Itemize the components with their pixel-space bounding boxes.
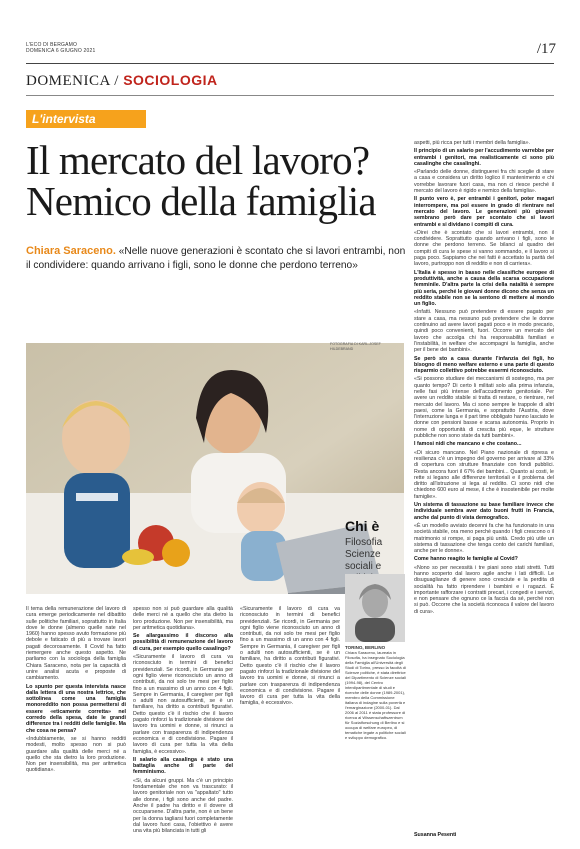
- article-column-1: [26, 606, 126, 838]
- section-slash: /: [114, 73, 119, 89]
- section-rule: [26, 95, 554, 96]
- question-paragraph: Il salario alla casalinga è stato una battaglia anche di parte del femminismo.: [133, 756, 233, 776]
- page-number: /17: [536, 41, 556, 57]
- paragraph: aspetti, più ricca per tutti i membri della famiglia».: [414, 140, 530, 146]
- newspaper-name: L'ECO DI BERGAMO: [26, 42, 78, 48]
- paragraph: «È un modello avviato decenni fa che ha funzionato in una società stabile, ora meno perché quando i figli crescono o il matrimonio si rompe, si paga più unità. Credo più utile un sistema di tassazione che tenga conto dei carichi familiari, anche per le donne».: [414, 522, 554, 555]
- question-paragraph: L'Italia è spesso in basso nelle classifiche europee di produttività, anche a causa della scarsa occupazione femminile. D'altra parte la crisi della natalità è sempre più seria, perché le giovani donne dicono che senza un reddito stabile non se la sentono di mettere al mondo un figlio.: [414, 269, 554, 308]
- standfirst-author: Chiara Saraceno.: [26, 245, 116, 257]
- paragraph: «Di sicuro mancano. Nel Piano nazionale di ripresa e resilienza c'è un impegno del governo per arrivare al 33% di copertura con strutture finanziate con fondi pubblici. Resta ancora fuori il 67% dei bambini... Quanto ai costi, le rette si legano alle differenze territoriali e il problema del diritto all'istruzione si lega al reddito. Ci sono nidi che chiedono 600 euro al mese, il che è insostenibile per molte famiglie».: [414, 449, 554, 500]
- author-portrait: [345, 574, 405, 642]
- paragraph: «Direi che è scontato che si lavori entrambi, non il condividere. Soprattutto quando arrivano i figli, sono le donne che perdono terreno. Se bilanci al quadro dei compiti di cura le spese si vanno sommando, e il lavoro si paga poco. Sappiamo che nei fatti è accettato la parità del lavoro, purtroppo non di reddito e non di carriera».: [414, 229, 554, 268]
- question-paragraph: Se allargassimo il discorso alla possibilità di remunerazione del lavoro di cura, per esempio quello casalingo?: [133, 633, 233, 652]
- headline: [26, 137, 406, 224]
- top-rule: [26, 63, 554, 64]
- masthead: [26, 42, 95, 54]
- standfirst: [26, 244, 406, 273]
- question-paragraph: Il principio di un salario per l'accudimento varrebbe per entrambi i genitori, ma realisticamente ci sono più casalinghe che casalinghi.: [414, 148, 554, 167]
- profile-bio: [345, 645, 407, 740]
- article-column-2b: [240, 606, 340, 838]
- question-paragraph: I famosi nidi che mancano e che costano...: [414, 441, 522, 448]
- profile-title: Chi è: [345, 518, 380, 534]
- byline: Susanna Pesenti: [414, 832, 457, 838]
- section-day: DOMENICA: [26, 73, 111, 89]
- portrait-illustration: [345, 574, 405, 642]
- paragraph: «Sicuramente il lavoro di cura va riconosciuto in termini di benefici previdenziali. Se ricordi, in Germania per ogni figlio viene riconosciuto un anno di contributi, da noi solo tre mesi per figlio fino a un massimo di un anno con 4 figli. Sempre in Germania, il caregiver per figli o adulti non autosufficienti, se è un familiare, ha diritto a contributi figurativi. Detto questo c'è il rischio che il lavoro pagato rinforzi la tradizionale divisione del lavoro tra uomini e donne, si rinunci a parlare con trasparenza di indipendenza economica e di condivisione. Pagare il lavoro di cura per tutta la vita della famiglia, è eccessivo».: [133, 654, 233, 755]
- paragraph: «Infatti. Nessuno può pretendere di essere pagato per stare a casa, ma nessuno può pretendere che le donne continuino ad avere lavori pagati poco e in modo precario, quindi poco convenienti, fuori. Occorre un mercato del lavoro che accolga chi ha responsabilità familiari e l'instabilità, in welfare che accompagni la famiglia, anche per il bene dei bambini».: [414, 309, 554, 354]
- article-column-3: [414, 140, 554, 830]
- bio-heading: TORINO, BERLINO: [345, 645, 386, 650]
- standfirst-text: «Nelle nuove generazioni è scontato che si lavori entrambi, non il condividere: quando arrivano i figli, sono le donne che perdono terreno»: [26, 246, 406, 271]
- paragraph: Il tema della remunerazione del lavoro di cura emerge periodicamente nel dibattito sulle politiche familiari, soprattutto in Italia dove le donne (almeno quelle nate nel 1960) hanno spesso avuto formazione più debole e faticato di più a trovare lavori pagati decorosamente. Il Covid ha fatto riemergere anche questo aspetto. Ne parliamo con la sociologa della famiglia Chiara Saraceno, nota per la capacità di unire analisi acuta e proposte di cambiamento.: [26, 606, 126, 682]
- paragraph: «Sicuramente il lavoro di cura va riconosciuto in termini di benefici previdenziali. Se ricordi, in Germania per ogni figlio viene riconosciuto un anno di contributi, da noi solo tre mesi per figlio fino a un massimo di un anno con 4 figli. Sempre in Germania, il caregiver per figli o adulti non autosufficienti, se è un familiare, ha diritto a contributi figurativi. Detto questo c'è il rischio che il lavoro pagato rinforzi la tradizionale divisione del lavoro tra uomini e donne, si rinunci a parlare con trasparenza di indipendenza economica e di condivisione. Pagare il lavoro di cura per tutta la vita della famiglia, è eccessivo».: [240, 606, 340, 707]
- paragraph: «Parlando delle donne, distinguerei fra chi sceglie di stare a casa e considera un diritto loglico il mantenimento e chi vorrebbe lavorare fuori casa, ma non ci riesce perché il mercato del lavoro è rigido e nemico della famiglia».: [414, 169, 554, 195]
- paragraph: «Indubbiamente, se si hanno redditi modesti, molto spesso non si può guardare alla qualità delle merci né a quello che sta dietro la loro produzione. Non per insensibilità, ma per aritmetica quotidiana».: [26, 735, 126, 774]
- question-paragraph: Se però sto a casa durante l'infanzia dei figli, ho bisogno di meno welfare esterno e una parte di questo risparmio collettivo potrebbe essermi riconosciuto.: [414, 355, 554, 375]
- article-column-2: [133, 606, 233, 838]
- paragraph: spesso non si può guardare alla qualità delle merci né a quello che sta dietro la loro produzione. Non per insensibilità, ma per aritmetica quotidiana».: [133, 606, 233, 631]
- section-topic: SOCIOLOGIA: [123, 72, 218, 88]
- issue-date: DOMENICA 6 GIUGNO 2021: [26, 48, 96, 54]
- headline-line-1: Il mercato del lavoro?: [26, 137, 370, 183]
- bio-text: Chiara Saraceno, laureata in Filosofia, ha insegnato Sociologia della Famiglia all'Università degli Studi di Torino, presso la facoltà di Scienze politiche, è stata direttrice del Dipartimento di Scienze sociali (1994-98), del Centro interdipartimentale di studi e ricerche delle donne (1989-2001), membro della Commissione italiana di indagine sulla povertà e l'emarginazione (2000-01). Dal 2006 al 2011 è stata professore di ricerca al Wissenschaftszentrum für Sozialforschung di Berlino e si occupa di welfare europeo, di tematiche legate a politiche sociali e sviluppo demografico.: [345, 650, 406, 740]
- question-paragraph: Lo spunto per questa intervista nasce dalla lettera di una nostra lettrice, che sottolinea come una famiglia monoreddito non possa permettersi di essere «eticamente corretta» nel corredo della spesa, date le grandi differenze tra i redditi delle famiglie. Ma che cosa ne pensa?: [26, 683, 126, 734]
- section-header: [26, 72, 218, 90]
- article-kicker: L'intervista: [26, 110, 146, 128]
- question-paragraph: Un sistema di tassazione su base familiare invece che individuale sembra aver dato buoni frutti in Francia, anche dal punto di vista demografico.: [414, 502, 554, 521]
- question-paragraph: Il punto vero è, per entrambi i genitori, poter magari interrompere, ma poi essere in grado di rientrare nel mercato del lavoro. Le generazioni più giovani sembrano però dare per scontato che si lavori entrambi e si dividano i compiti di cura.: [414, 196, 554, 228]
- paragraph: «Nono so per necessità i tre piani sono stati stretti. Tutti hanno scoperto dal lavoro agile anche i lati difficili. Le disuguaglianze di genere sono cresciute e la perdita di socialità ha fatto riprendere i bambini e i ragazzi. È importante rafforzare i contratti precari, i congedi e i servizi, e non pensare che ognuno ce la faccia da sé, perché non si può. Occorre che la società riconosca il valore del lavoro di cura».: [414, 564, 554, 615]
- profile-subtitle: Filosofia Scienze sociali e: [345, 537, 383, 572]
- paragraph: «Si, da alcuni gruppi. Ma c'è un principio fondamentale che non va trascurato: il lavoro genitoriale non va "appaltato" tutto alle donne, i figli sono anche del padre. Anche il padre ha diritto e il dovere di occuparsene. D'altra parte, non è un bene per la donna tagliarsi fuori completamente dal lavoro fuori casa, l'obiettivo è avere una vita più bilanciata in tutti gli: [133, 777, 233, 835]
- headline-line-2: Nemico della famiglia: [26, 178, 376, 224]
- question-paragraph: Come hanno reagito le famiglie al Covid?: [414, 556, 518, 563]
- photo-credit: FOTOGRAFIA DI KARL-JOSEF HILDEBRAND: [330, 342, 381, 351]
- paragraph: «Si possono studiare dei meccanismi di sostegno, ma per quanto tempo? Di certo li militati solo alla prima infanzia, nelle fasi più intense dell'accudimento genitoriale. Per avere un reddito stabile si tratta di restare, o rientrare, nel mercato del lavoro. Ma ci sono sempre le trappole di altri paesi, come la Germania, e soprattutto l'Austria, dove l'interruzione lunga e il part time obbligato hanno lasciato le donne con pensioni basse e scarsa autonomia. Proprio in nome di opportunità di crescita più eque, le strutture pubbliche non sono state da tutti bambini».: [414, 376, 554, 440]
